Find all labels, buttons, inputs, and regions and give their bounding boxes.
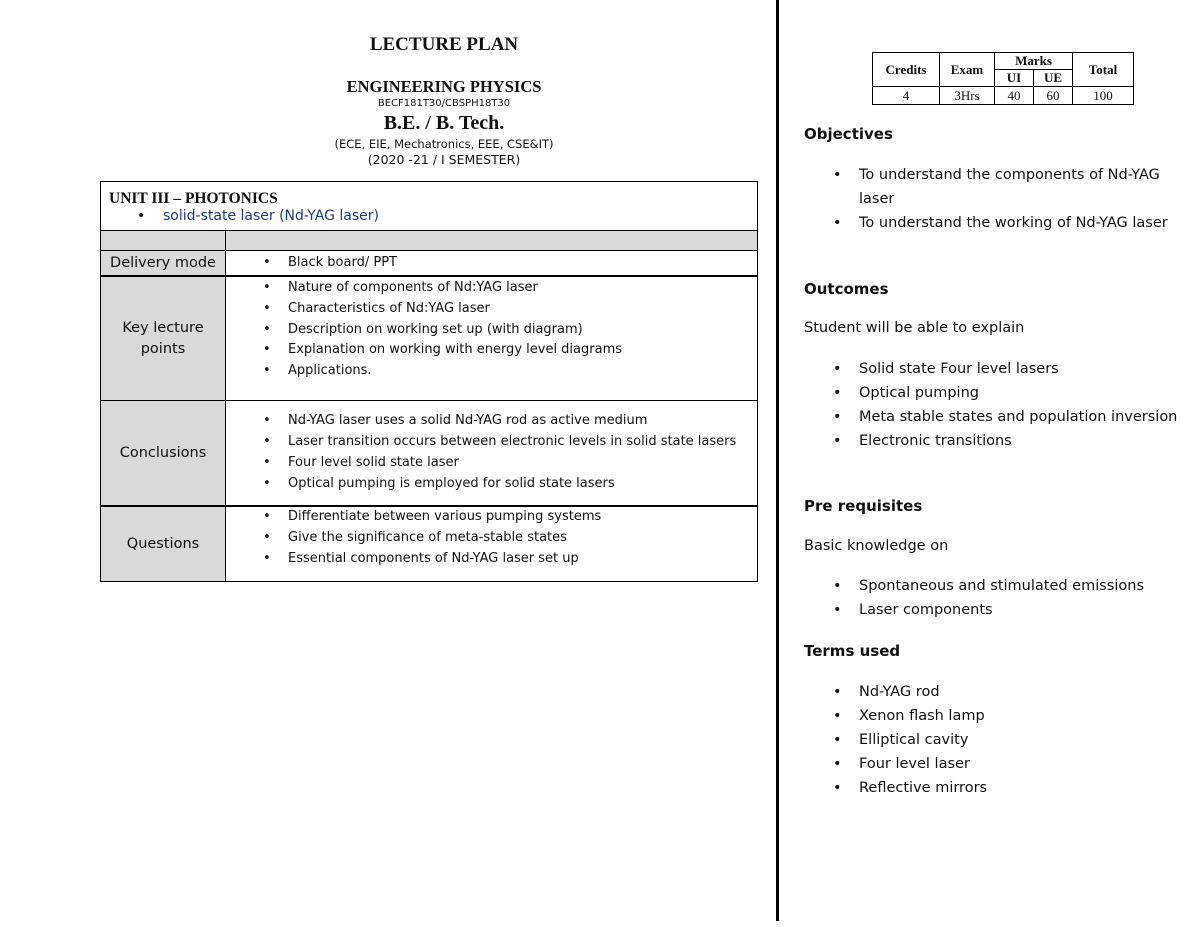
terms-list (804, 680, 1184, 800)
list-item: • Xenon flash lamp (859, 704, 1184, 728)
list-item: • Spontaneous and stimulated emissions (859, 574, 1184, 598)
credits-header: Credits (873, 53, 940, 87)
blank-row (101, 231, 758, 251)
terms-section (804, 680, 1184, 800)
key-points-list (226, 278, 757, 382)
list-item: • Reflective mirrors (859, 776, 1184, 800)
list-item: • Nd-YAG rod (859, 680, 1184, 704)
lecture-plan-table (100, 181, 758, 582)
key-points-label-text: Key lecture points (122, 319, 204, 357)
objectives-heading: Objectives (804, 125, 893, 143)
outcomes-intro: Student will be able to explain (804, 320, 1025, 336)
list-item: • Elliptical cavity (859, 728, 1184, 752)
marks-header: Marks (995, 53, 1073, 70)
list-item: • Four level laser (859, 752, 1184, 776)
marks-table (872, 52, 1134, 105)
prerequisites-intro: Basic knowledge on (804, 538, 949, 554)
objectives-list (804, 163, 1184, 235)
list-item: • Give the significance of meta-stable states (288, 528, 757, 549)
semester-text: (2020 -21 / I SEMESTER) (367, 152, 521, 167)
blank-cell (101, 231, 226, 251)
exam-value: 3Hrs (940, 87, 995, 105)
list-item: • Solid state Four level lasers (859, 357, 1184, 381)
list-item: • Laser transition occurs between electronic levels in solid state lasers (288, 432, 757, 453)
list-item: • To understand the working of Nd-YAG laser (859, 211, 1184, 235)
prerequisites-heading: Pre requisites (804, 497, 923, 515)
conclusions-content (226, 401, 758, 507)
delivery-list (226, 253, 757, 274)
list-item: • Applications. (288, 361, 757, 382)
key-points-content (226, 276, 758, 401)
list-item: • Electronic transitions (859, 429, 1184, 453)
prerequisites-list (804, 574, 1184, 622)
course-code: BECF181T30/CBSPH18T30 (377, 98, 511, 109)
list-item: • Nd-YAG laser uses a solid Nd-YAG rod as active medium (288, 411, 757, 432)
list-item: • Optical pumping is employed for solid state lasers (288, 474, 757, 495)
terms-heading: Terms used (804, 642, 901, 660)
blank-cell (226, 231, 758, 251)
list-item: • Differentiate between various pumping systems (288, 507, 757, 528)
unit-row (101, 182, 758, 231)
credits-value: 4 (873, 87, 940, 105)
list-item: • Black board/ PPT (288, 253, 757, 274)
unit-cell (101, 182, 758, 231)
list-item: • Essential components of Nd-YAG laser set up (288, 549, 757, 570)
questions-content (226, 506, 758, 582)
conclusions-label: Conclusions (101, 401, 226, 507)
prerequisites-section (804, 574, 1184, 622)
conclusions-row (101, 401, 758, 507)
total-value: 100 (1073, 87, 1134, 105)
ue-value: 60 (1034, 87, 1073, 105)
ui-value: 40 (995, 87, 1034, 105)
list-item: • Meta stable states and population inversion (859, 405, 1184, 429)
questions-row (101, 506, 758, 582)
key-points-label (101, 276, 226, 401)
unit-title: UNIT III – PHOTONICS (109, 190, 278, 207)
list-item: • Description on working set up (with diagram) (288, 320, 757, 341)
exam-header: Exam (940, 53, 995, 87)
objectives-section (804, 163, 1184, 235)
page-title: LECTURE PLAN (369, 34, 519, 55)
delivery-row (101, 251, 758, 277)
outcomes-heading: Outcomes (804, 280, 889, 298)
total-header: Total (1073, 53, 1134, 87)
conclusions-list (226, 411, 757, 494)
questions-list (226, 507, 757, 569)
marks-header-row (873, 53, 1134, 70)
ue-header: UE (1034, 70, 1073, 87)
ui-header: UI (995, 70, 1034, 87)
list-item: • Laser components (859, 598, 1184, 622)
key-points-row (101, 276, 758, 401)
questions-label: Questions (101, 506, 226, 582)
list-item: • Explanation on working with energy level diagrams (288, 340, 757, 361)
marks-values-row (873, 87, 1134, 105)
list-item: • Characteristics of Nd:YAG laser (288, 299, 757, 320)
list-item: • Optical pumping (859, 381, 1184, 405)
list-item: • Nature of components of Nd:YAG laser (288, 278, 757, 299)
branches-text: (ECE, EIE, Mechatronics, EEE, CSE&IT) (334, 137, 554, 151)
delivery-content (226, 251, 758, 277)
degree-title: B.E. / B. Tech. (383, 112, 505, 134)
list-item: • Four level solid state laser (288, 453, 757, 474)
delivery-label: Delivery mode (101, 251, 226, 277)
unit-topic: • solid-state laser (Nd-YAG laser) (163, 208, 749, 224)
outcomes-list (804, 357, 1184, 453)
list-item: • To understand the components of Nd-YAG laser (859, 163, 1184, 211)
subject-title: ENGINEERING PHYSICS (346, 77, 542, 96)
outcomes-section (804, 357, 1184, 453)
